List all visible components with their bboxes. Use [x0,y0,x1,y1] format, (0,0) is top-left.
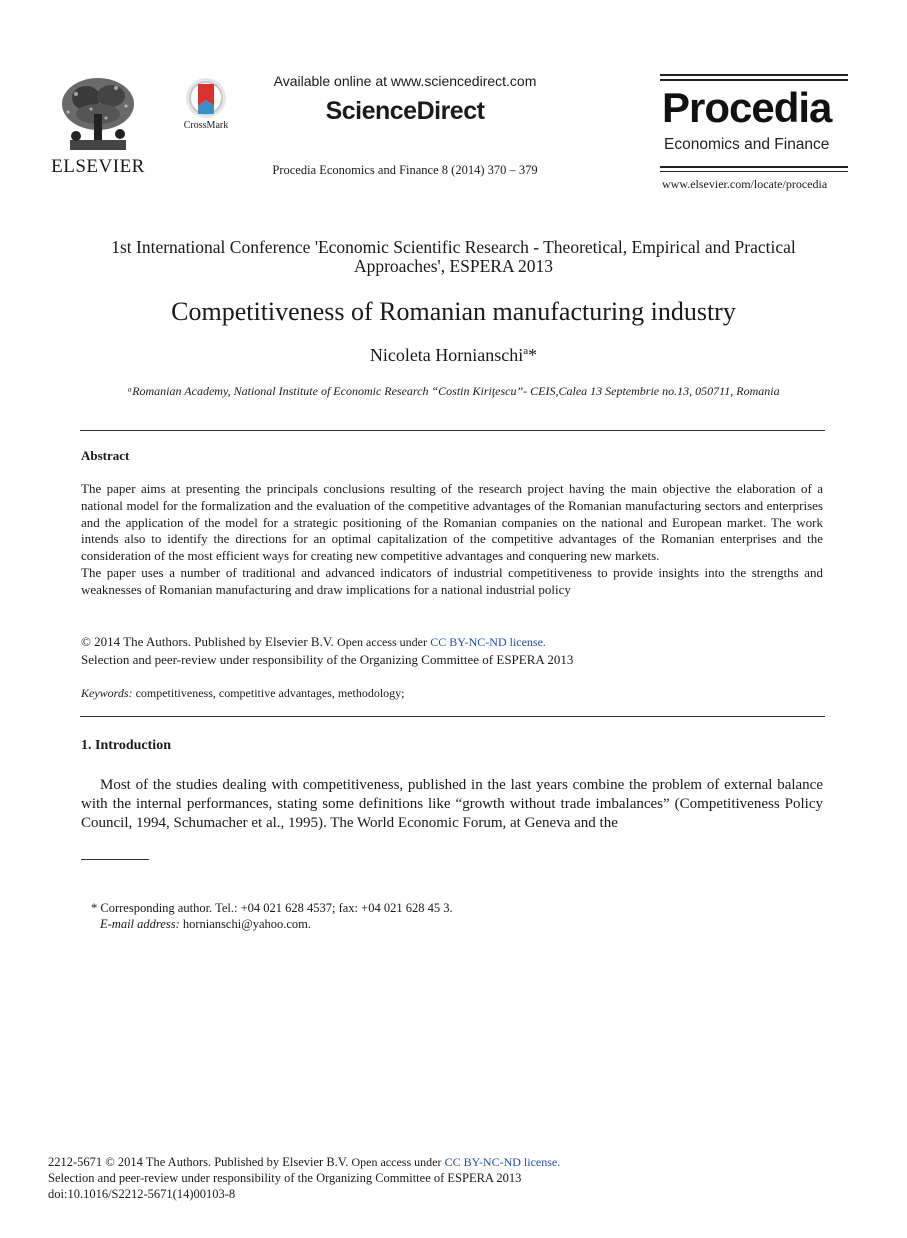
keywords-line [81,686,823,701]
author-affiliation-marker: a [523,345,529,357]
footnote-contact: * Corresponding author. Tel.: +04 021 628 4537; fax: +04 021 628 45 3. [91,901,453,915]
available-online-text[interactable]: Available online at www.sciencedirect.com [273,73,537,89]
footnote-divider [81,859,149,860]
crossmark-label: CrossMark [183,120,229,131]
sciencedirect-wordmark: ScienceDirect [325,97,485,125]
issn-line [48,1154,848,1170]
header-divider [80,430,825,431]
peer-review-text: Selection and peer-review under responsibility of the Organizing Committee of ESPERA 2013 [81,652,574,667]
procedia-bottom-rule-2 [660,171,848,172]
abstract-heading: Abstract [81,448,130,463]
abstract-paragraph-2: The paper uses a number of traditional and advanced indicators of industrial competitiveness to provide insights into the strengths and weaknesses of Romanian manufacturing and draw implications for a national industrial policy [81,564,823,597]
abstract-divider [80,716,825,717]
keywords-label: Keywords: [81,686,133,700]
author-line [60,345,847,366]
elsevier-wordmark: ELSEVIER [51,156,145,177]
copyright-text: © 2014 The Authors. Published by Elsevier B.V. [81,634,334,649]
abstract-paragraph-1: The paper aims at presenting the principals conclusions resulting of the research project having the main objective the elaboration of a national model for the formalization and the evaluation of the competitive advantages of the Romanian manufacturing sectors and enterprises and the application of the model for a strategic positioning of the Romanian companies on the national and European market. The work intends also to identify the directions for an optimal capitalization of the competitive advantages of the Romanian enterprises and the consideration of the most efficient ways for creating new competitive advantages and conquering new markets. [81,481,823,564]
copyright-block [81,633,823,668]
abstract-body [81,481,823,599]
footer-license-link[interactable]: CC BY-NC-ND license. [444,1155,561,1169]
footnote-email-line [91,916,791,932]
paper-title: Competitiveness of Romanian manufacturing industry [171,297,736,326]
author-affiliation: ᵃRomanian Academy, National Institute of Economic Research “Costin Kiriţescu”- CEIS,Calea 13 Septembrie no.13, 050711, Romania [127,384,780,398]
conference-line-2: Approaches', ESPERA 2013 [353,256,554,276]
journal-reference: Procedia Economics and Finance 8 (2014) 370 – 379 [272,163,538,177]
email-label: E-mail address: [100,917,180,931]
keywords-text: competitiveness, competitive advantages, methodology; [135,686,405,700]
elsevier-tree-icon [56,74,140,154]
footer-open-access: Open access under [351,1155,442,1169]
footer-peer-review: Selection and peer-review under responsibility of the Organizing Committee of ESPERA 2013 [48,1171,522,1185]
conference-line-1: 1st International Conference 'Economic Scientific Research - Theoretical, Empirical and Practical [111,237,796,257]
crossmark-badge[interactable] [178,76,234,136]
open-access-text: Open access under [337,635,428,649]
doi[interactable]: doi:10.1016/S2212-5671(14)00103-8 [48,1187,236,1201]
copyright-line [81,633,823,651]
procedia-title: Procedia [662,84,832,131]
email-address[interactable]: hornianschi@yahoo.com. [182,917,312,931]
license-link[interactable]: CC BY-NC-ND license. [430,635,546,649]
elsevier-logo [50,74,146,178]
conference-name [60,238,847,276]
author-name: Nicoleta Hornianschi [369,345,524,365]
procedia-url[interactable]: www.elsevier.com/locate/procedia [662,177,828,191]
introduction-text: Most of the studies dealing with competitiveness, published in the last years combine the problem of external balance with the internal performances, stating some definitions like “growth without trade imbalances” (Competitiveness Policy Council, 1994, Schumacher et al., 1995). The World Economic Forum, at Geneva and the [81,777,823,831]
procedia-bottom-rule [660,166,848,168]
introduction-heading: 1. Introduction [81,738,171,753]
issn-text: 2212-5671 © 2014 The Authors. Published by Elsevier B.V. [48,1155,349,1169]
crossmark-icon [178,76,234,120]
author-corresponding-marker: * [528,345,538,365]
procedia-top-rule [660,74,848,76]
corresponding-author-footnote [91,900,791,932]
procedia-top-rule-2 [660,79,848,81]
publication-footer [48,1154,848,1202]
procedia-subtitle: Economics and Finance [664,136,830,153]
procedia-logo [660,74,850,194]
